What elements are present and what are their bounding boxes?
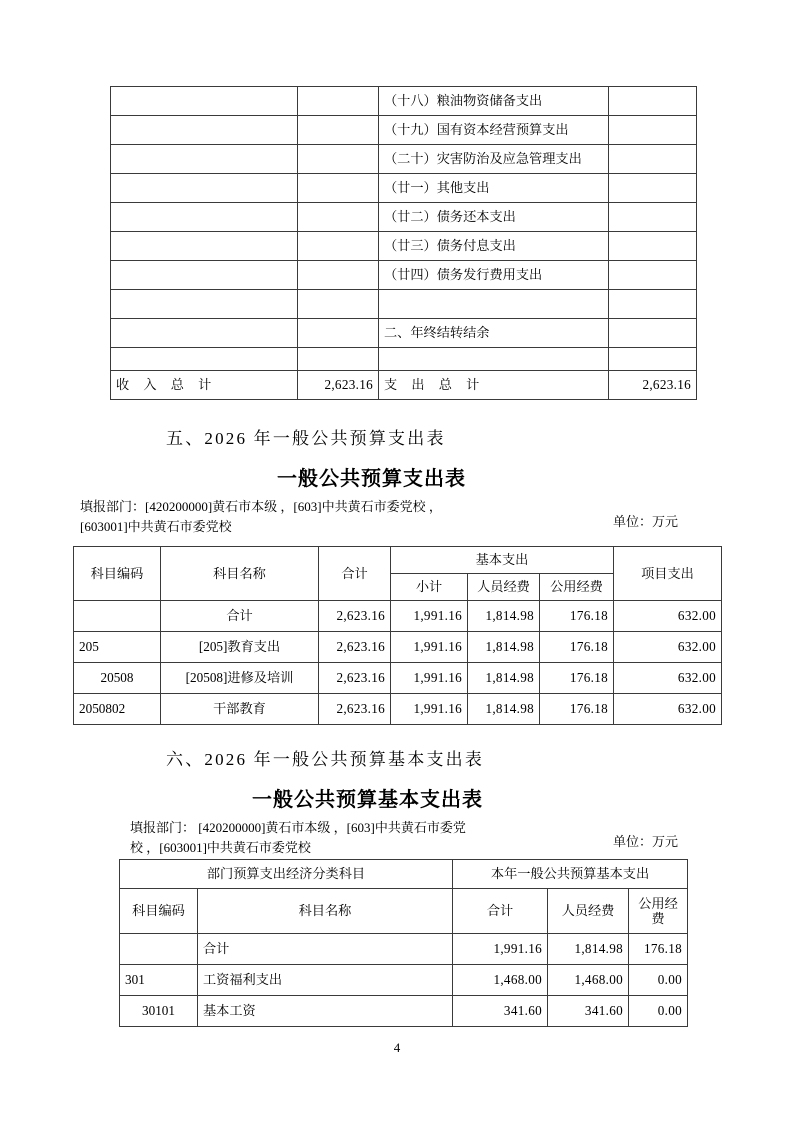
t2-r0-code: [74, 601, 161, 632]
t2-r2-subject: [20508]进修及培训: [161, 663, 319, 694]
t3-hdr-code: 科目编码: [120, 889, 198, 934]
page-number: 4: [393, 1040, 401, 1055]
t2-hdr-subject: 科目名称: [161, 547, 319, 601]
t2-r2-project: 632.00: [614, 663, 722, 694]
t2-hdr-basic-group: 基本支出: [391, 547, 614, 574]
table-row: [120, 996, 688, 1027]
t1-r9-c4: [609, 348, 697, 371]
table2-unit-label: 单位：万元: [613, 514, 679, 529]
t1-r0-c1: [111, 87, 298, 116]
t3-r0-total: 1,991.16: [453, 934, 548, 965]
t3-r2-code: 30101: [120, 996, 198, 1027]
t1-r4-c1: [111, 203, 298, 232]
t3-hdr-group-right: 本年一般公共预算基本支出: [453, 860, 688, 889]
t1-r9-c2: [298, 348, 379, 371]
t2-r2-personnel: 1,814.98: [468, 663, 540, 694]
table-row: [111, 348, 697, 371]
section-6-heading: 六、2026 年一般公共预算基本支出表: [166, 750, 485, 769]
t1-r3-c1: [111, 174, 298, 203]
t1-r5-c4: [609, 232, 697, 261]
t3-hdr-personnel: 人员经费: [548, 889, 629, 934]
income-total-value: 2,623.16: [298, 371, 379, 400]
table3-title: 一般公共预算基本支出表: [252, 789, 483, 811]
t1-r0-c4: [609, 87, 697, 116]
t1-r6-c3: （廿四）债务发行费用支出: [379, 261, 609, 290]
t2-r0-total: 2,623.16: [319, 601, 391, 632]
t2-r2-code: 20508: [74, 663, 161, 694]
table-row: [74, 663, 722, 694]
t2-hdr-total: 合计: [319, 547, 391, 601]
table-row: [111, 232, 697, 261]
t1-r8-c3: 二、年终结转结余: [379, 319, 609, 348]
t1-r9-c1: [111, 348, 298, 371]
t3-r2-personnel: 341.60: [548, 996, 629, 1027]
table3-header-row-2: [120, 889, 688, 934]
t2-r0-personnel: 1,814.98: [468, 601, 540, 632]
t3-r1-personnel: 1,468.00: [548, 965, 629, 996]
t3-r0-personnel: 1,814.98: [548, 934, 629, 965]
table2-department-info: [80, 497, 580, 537]
t2-r3-total: 2,623.16: [319, 694, 391, 725]
t1-r4-c2: [298, 203, 379, 232]
t1-r5-c3: （廿三）债务付息支出: [379, 232, 609, 261]
t3-hdr-total: 合计: [453, 889, 548, 934]
t2-r3-personnel: 1,814.98: [468, 694, 540, 725]
t2-r2-subtotal: 1,991.16: [391, 663, 468, 694]
t1-r5-c2: [298, 232, 379, 261]
table-row: [111, 319, 697, 348]
t1-r3-c2: [298, 174, 379, 203]
t2-hdr-personnel: 人员经费: [468, 574, 540, 601]
t2-r1-project: 632.00: [614, 632, 722, 663]
t1-r2-c1: [111, 145, 298, 174]
table-row: [120, 934, 688, 965]
table3-header-row-1: [120, 860, 688, 889]
t1-r9-c3: [379, 348, 609, 371]
t3-r2-subject: 基本工资: [198, 996, 453, 1027]
t3-r1-subject: 工资福利支出: [198, 965, 453, 996]
t2-r1-subtotal: 1,991.16: [391, 632, 468, 663]
t3-hdr-group-left: 部门预算支出经济分类科目: [120, 860, 453, 889]
t2-r3-subtotal: 1,991.16: [391, 694, 468, 725]
t3-hdr-public: 公用经费: [629, 889, 688, 934]
t1-r8-c4: [609, 319, 697, 348]
t2-r3-public: 176.18: [540, 694, 614, 725]
t1-r0-c2: [298, 87, 379, 116]
t3-r1-public: 0.00: [629, 965, 688, 996]
t2-r0-public: 176.18: [540, 601, 614, 632]
income-expenditure-table-continued: [110, 86, 696, 400]
table3-department-info: [130, 818, 610, 858]
t3-r0-public: 176.18: [629, 934, 688, 965]
table-row: [74, 632, 722, 663]
table2-dept-line-2: [603001]中共黄石市委党校: [80, 519, 232, 535]
t2-r0-subtotal: 1,991.16: [391, 601, 468, 632]
t1-r1-c1: [111, 116, 298, 145]
t1-r7-c3: [379, 290, 609, 319]
table-row: [120, 965, 688, 996]
t2-r2-total: 2,623.16: [319, 663, 391, 694]
t1-r8-c2: [298, 319, 379, 348]
t1-r0-c3: （十八）粮油物资储备支出: [379, 87, 609, 116]
table-row: [111, 145, 697, 174]
t1-r1-c4: [609, 116, 697, 145]
table3-unit-label: 单位：万元: [613, 834, 679, 849]
t1-r2-c4: [609, 145, 697, 174]
t1-r3-c3: （廿一）其他支出: [379, 174, 609, 203]
t2-hdr-public: 公用经费: [540, 574, 614, 601]
t1-r5-c1: [111, 232, 298, 261]
t1-r7-c4: [609, 290, 697, 319]
t3-hdr-subject: 科目名称: [198, 889, 453, 934]
t1-r6-c4: [609, 261, 697, 290]
t2-r0-project: 632.00: [614, 601, 722, 632]
table-row: [74, 601, 722, 632]
t2-r1-personnel: 1,814.98: [468, 632, 540, 663]
t2-r3-project: 632.00: [614, 694, 722, 725]
table2-dept-line-1: 填报部门：[420200000]黄石市本级 ，[603]中共黄石市委党校 ，: [80, 499, 442, 514]
t2-r1-subject: [205]教育支出: [161, 632, 319, 663]
table-row: [111, 174, 697, 203]
t1-r6-c2: [298, 261, 379, 290]
t1-r7-c2: [298, 290, 379, 319]
t1-r1-c3: （十九）国有资本经营预算支出: [379, 116, 609, 145]
t1-r8-c1: [111, 319, 298, 348]
t2-hdr-subtotal: 小计: [391, 574, 468, 601]
t2-r2-public: 176.18: [540, 663, 614, 694]
expense-total-label: 支 出 总 计: [379, 371, 609, 400]
t2-hdr-project: 项目支出: [614, 547, 722, 601]
t1-r7-c1: [111, 290, 298, 319]
t2-r1-code: 205: [74, 632, 161, 663]
t2-r3-code: 2050802: [74, 694, 161, 725]
t3-r0-code: [120, 934, 198, 965]
table-row: [111, 290, 697, 319]
t3-r0-subject: 合计: [198, 934, 453, 965]
expense-total-value: 2,623.16: [609, 371, 697, 400]
table2-header-row-1: [74, 547, 722, 574]
t3-r1-total: 1,468.00: [453, 965, 548, 996]
table-row: [111, 203, 697, 232]
table3-dept-line-1: 填报部门： [420200000]黄石市本级 ，[603]中共黄石市委党: [130, 820, 466, 835]
t1-r3-c4: [609, 174, 697, 203]
table-row: [111, 261, 697, 290]
t1-r1-c2: [298, 116, 379, 145]
t2-r3-subject: 干部教育: [161, 694, 319, 725]
section-5-heading: 五、2026 年一般公共预算支出表: [166, 429, 446, 448]
table-total-row: [111, 371, 697, 400]
t2-hdr-code: 科目编码: [74, 547, 161, 601]
t3-r2-public: 0.00: [629, 996, 688, 1027]
t1-r6-c1: [111, 261, 298, 290]
table-row: [74, 694, 722, 725]
table-row: [111, 87, 697, 116]
t1-r2-c2: [298, 145, 379, 174]
t3-r2-total: 341.60: [453, 996, 548, 1027]
t2-r1-public: 176.18: [540, 632, 614, 663]
t2-r1-total: 2,623.16: [319, 632, 391, 663]
income-total-label: 收 入 总 计: [111, 371, 298, 400]
general-public-budget-basic-expenditure-table: [119, 859, 687, 1027]
t1-r4-c4: [609, 203, 697, 232]
t2-r0-subject: 合计: [161, 601, 319, 632]
t3-r1-code: 301: [120, 965, 198, 996]
general-public-budget-expenditure-table: [73, 546, 721, 725]
table2-title: 一般公共预算支出表: [277, 468, 466, 490]
t1-r4-c3: （廿二）债务还本支出: [379, 203, 609, 232]
table3-dept-line-2: 校 ，[603001]中共黄石市委党校: [130, 840, 311, 856]
table-row: [111, 116, 697, 145]
t1-r2-c3: （二十）灾害防治及应急管理支出: [379, 145, 609, 174]
